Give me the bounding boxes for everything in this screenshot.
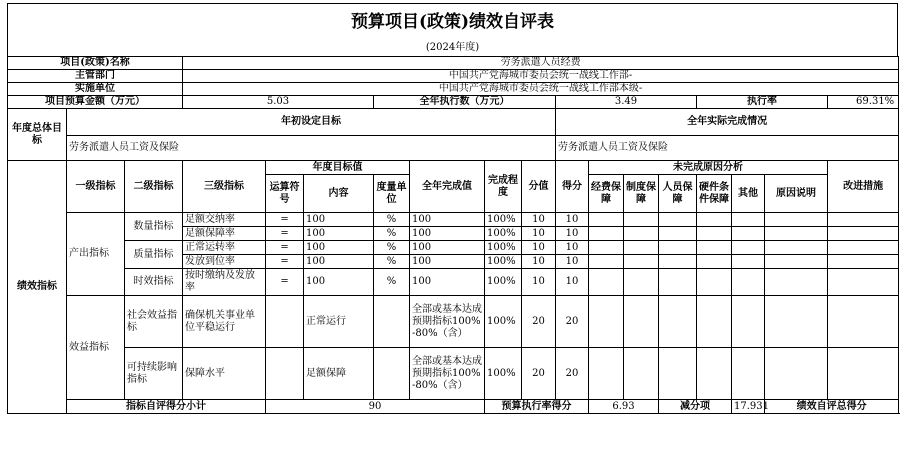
cell-l3: 足额交纳率 [183, 213, 266, 227]
project-name-value: 劳务派遣人员经费 [183, 57, 899, 70]
cell-op [266, 296, 304, 348]
cell-score: 10 [522, 255, 556, 269]
group-quantity: 数量指标 [125, 213, 183, 241]
cell-op: = [266, 213, 304, 227]
cell-degree: 100% [485, 227, 522, 241]
goals-section-label: 年度总体目标 [8, 109, 67, 161]
cell-op: = [266, 255, 304, 269]
subtotal-label: 指标自评得分小计 [67, 400, 266, 414]
actual-goal-value: 劳务派遣人员工资及保险 [556, 136, 899, 161]
evaluation-sheet [7, 3, 898, 414]
exec-rate-score-value: 6.93 [589, 400, 659, 414]
cell-annual: 全部或基本达成预期指标100%-80%（含） [410, 348, 485, 400]
cell-l3: 确保机关事业单位平稳运行 [183, 296, 266, 348]
table-row [8, 348, 899, 400]
cell-got: 20 [556, 348, 589, 400]
cell-l3: 按时缴纳及发放率 [183, 269, 266, 296]
header-reason-desc: 原因说明 [765, 175, 828, 213]
cell-score: 20 [522, 348, 556, 400]
year-subtitle: (2024年度) [7, 40, 898, 56]
cell-annual: 100 [410, 269, 485, 296]
group-social: 社会效益指标 [125, 296, 183, 348]
cell-degree: 100% [485, 213, 522, 227]
group-effect: 效益指标 [67, 296, 125, 400]
initial-goal-value: 劳务派遣人员工资及保险 [67, 136, 556, 161]
header-operator: 运算符号 [266, 175, 304, 213]
unit-value: 中国共产党海城市委员会统一战线工作部本级- [183, 83, 899, 96]
cell-unit [374, 348, 410, 400]
group-timeliness: 时效指标 [125, 269, 183, 296]
cell-degree: 100% [485, 348, 522, 400]
cell-got: 10 [556, 241, 589, 255]
header-level3: 三级指标 [183, 161, 266, 213]
performance-section-label: 绩效指标 [8, 161, 67, 414]
exec-rate-score-label: 预算执行率得分 [485, 400, 589, 414]
header-target-group: 年度目标值 [266, 161, 410, 175]
header-score: 分值 [522, 161, 556, 213]
cell-score: 10 [522, 213, 556, 227]
rate-label: 执行率 [697, 96, 828, 109]
budget-label: 项目预算金额（万元） [8, 96, 183, 109]
cell-annual: 100 [410, 227, 485, 241]
dept-label: 主管部门 [8, 70, 183, 83]
evaluation-table [7, 56, 899, 414]
cell-content: 足额保障 [304, 348, 374, 400]
project-name-label: 项目(政策)名称 [8, 57, 183, 70]
group-quality: 质量指标 [125, 241, 183, 269]
cell-l3: 发放到位率 [183, 255, 266, 269]
executed-label: 全年执行数（万元） [374, 96, 556, 109]
header-reason-hardware: 硬件条件保障 [697, 175, 732, 213]
header-degree: 完成程度 [485, 161, 522, 213]
group-sustain: 可持续影响指标 [125, 348, 183, 400]
cell-l3: 足额保障率 [183, 227, 266, 241]
initial-goal-label: 年初设定目标 [67, 109, 556, 136]
cell-op: = [266, 269, 304, 296]
group-output: 产出指标 [67, 213, 125, 296]
cell-unit: % [374, 241, 410, 255]
executed-value: 3.49 [556, 96, 697, 109]
cell-score: 10 [522, 269, 556, 296]
header-reason-staff: 人员保障 [659, 175, 697, 213]
cell-got: 20 [556, 296, 589, 348]
header-fix: 改进措施 [828, 161, 899, 213]
cell-degree: 100% [485, 269, 522, 296]
table-row [8, 269, 899, 296]
cell-op: = [266, 227, 304, 241]
total-score-label: 绩效自评总得分 [765, 400, 899, 414]
cell-got: 10 [556, 213, 589, 227]
table-row [8, 213, 899, 227]
cell-op: = [266, 241, 304, 255]
header-reason-system: 制度保障 [624, 175, 659, 213]
cell-annual: 100 [410, 241, 485, 255]
cell-l3: 保障水平 [183, 348, 266, 400]
table-row [8, 241, 899, 255]
header-level2: 二级指标 [125, 161, 183, 213]
cell-degree: 100% [485, 255, 522, 269]
cell-got: 10 [556, 269, 589, 296]
header-content: 内容 [304, 175, 374, 213]
rate-value: 69.31% [828, 96, 899, 109]
budget-value: 5.03 [183, 96, 374, 109]
cell-unit [374, 296, 410, 348]
deduct-value: 17.931 [732, 400, 765, 414]
cell-content: 100 [304, 255, 374, 269]
header-reason-group: 未完成原因分析 [589, 161, 828, 175]
cell-content: 100 [304, 227, 374, 241]
cell-content: 100 [304, 269, 374, 296]
cell-unit: % [374, 255, 410, 269]
cell-op [266, 348, 304, 400]
header-annual-value: 全年完成值 [410, 161, 485, 213]
cell-l3: 正常运转率 [183, 241, 266, 255]
header-level1: 一级指标 [67, 161, 125, 213]
cell-unit: % [374, 213, 410, 227]
cell-unit: % [374, 269, 410, 296]
cell-content: 正常运行 [304, 296, 374, 348]
header-reason-other: 其他 [732, 175, 765, 213]
cell-got: 10 [556, 255, 589, 269]
cell-score: 10 [522, 227, 556, 241]
page-title: 预算项目(政策)绩效自评表 [7, 3, 898, 40]
unit-label: 实施单位 [8, 83, 183, 96]
cell-degree: 100% [485, 296, 522, 348]
cell-annual: 全部或基本达成预期指标100%-80%（含） [410, 296, 485, 348]
cell-content: 100 [304, 241, 374, 255]
table-row [8, 296, 899, 348]
deduct-label: 减分项 [659, 400, 732, 414]
cell-annual: 100 [410, 213, 485, 227]
actual-goal-label: 全年实际完成情况 [556, 109, 899, 136]
cell-unit: % [374, 227, 410, 241]
cell-score: 20 [522, 296, 556, 348]
header-unit: 度量单位 [374, 175, 410, 213]
subtotal-value: 90 [266, 400, 485, 414]
header-got: 得分 [556, 161, 589, 213]
footer-row [8, 400, 899, 414]
cell-annual: 100 [410, 255, 485, 269]
cell-degree: 100% [485, 241, 522, 255]
header-reason-funding: 经费保障 [589, 175, 624, 213]
cell-score: 10 [522, 241, 556, 255]
cell-got: 10 [556, 227, 589, 241]
dept-value: 中国共产党海城市委员会统一战线工作部- [183, 70, 899, 83]
cell-content: 100 [304, 213, 374, 227]
